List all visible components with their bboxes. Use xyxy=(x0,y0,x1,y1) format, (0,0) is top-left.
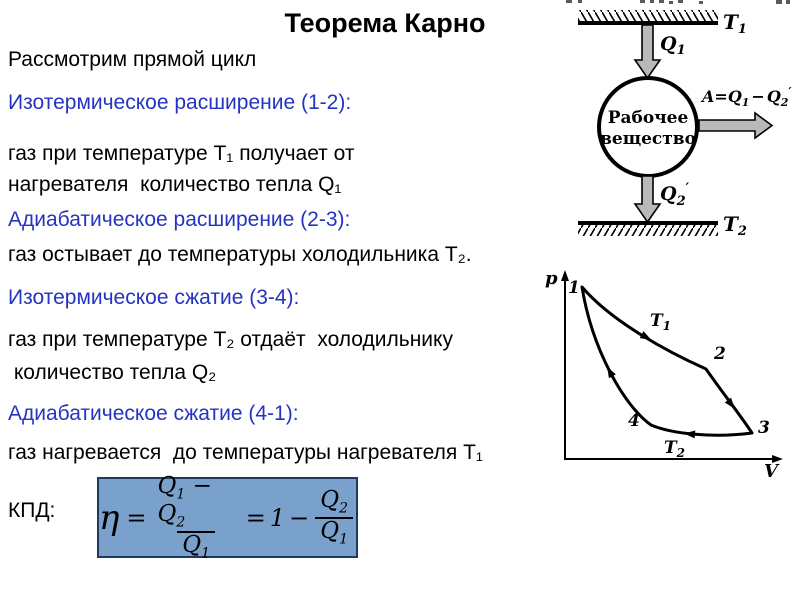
pv-diagram-svg xyxy=(535,255,800,485)
subscript: 1 xyxy=(676,43,686,58)
text-line: газ при температуре T₁ получает от xyxy=(8,142,355,165)
minus-sign: − xyxy=(751,87,765,106)
hot-reservoir-hatching xyxy=(578,10,718,21)
heat-out-label xyxy=(660,181,690,209)
fraction-2 xyxy=(315,488,353,547)
subscript: 2 xyxy=(780,96,789,109)
cold-temperature-label xyxy=(723,212,747,239)
hot-reservoir xyxy=(578,10,718,23)
q-symbol: Q xyxy=(320,517,340,544)
heat-engine-diagram xyxy=(535,0,800,245)
text-line: газ остывает до температуры холодильника T₂. xyxy=(8,243,472,266)
heat-engine-svg xyxy=(535,0,800,245)
point-2-label: 2 xyxy=(714,344,726,364)
text-line: газ нагревается до температуры нагревателя T₁ xyxy=(8,441,484,464)
subscript: 2 xyxy=(339,500,348,517)
subscript: 2 xyxy=(737,224,747,239)
pv-cycle-diagram xyxy=(535,255,800,485)
subscript: 2 xyxy=(676,446,686,460)
work-arrow xyxy=(699,113,772,138)
fraction-denominator xyxy=(177,531,215,561)
one: 1 xyxy=(269,503,286,532)
q-symbol: Q xyxy=(766,87,781,106)
equals-sign: = xyxy=(126,503,147,532)
prime-mark: ′ xyxy=(685,181,690,196)
section-heading: Изотермическое сжатие (3-4): xyxy=(8,286,300,309)
q-symbol: Q xyxy=(660,33,677,55)
fraction-1 xyxy=(152,474,239,561)
text-line: нагревателя количество тепла Q₁ xyxy=(8,173,342,196)
minus-sign: − xyxy=(192,473,212,500)
volume-axis-label: V xyxy=(764,461,778,482)
subscript: 1 xyxy=(741,96,750,109)
isotherm-t2-label xyxy=(664,438,685,460)
t-symbol: T xyxy=(664,438,677,458)
hot-temperature-label xyxy=(723,10,747,37)
arrow-3-4 xyxy=(684,429,696,438)
cold-reservoir-hatching xyxy=(578,225,718,236)
subscript: 2 xyxy=(176,514,186,531)
page-title: Теорема Карно xyxy=(284,8,486,38)
section-heading: Адиабатическое сжатие (4-1): xyxy=(8,402,299,425)
section-heading: Адиабатическое расширение (2-3): xyxy=(8,208,351,231)
cold-reservoir xyxy=(578,223,718,236)
point-3-label: 3 xyxy=(758,418,770,438)
eta-symbol: η xyxy=(99,497,120,538)
work-expression: A=Q xyxy=(702,87,742,106)
t-symbol: T xyxy=(650,311,663,331)
minus-sign: − xyxy=(289,503,310,532)
t-symbol: T xyxy=(723,10,738,34)
working-substance-label-2: вещество xyxy=(600,129,696,149)
q-symbol: Q xyxy=(157,473,177,500)
subscript: 1 xyxy=(201,545,210,562)
fraction-numerator xyxy=(152,474,239,531)
t-symbol: T xyxy=(723,212,738,236)
subscript: 1 xyxy=(737,22,747,37)
heat-out-arrow xyxy=(635,176,660,222)
clipped-text-fragment xyxy=(566,0,790,4)
heat-in-label xyxy=(660,33,686,58)
heat-in-arrow xyxy=(635,25,660,78)
section-heading: Изотермическое расширение (1-2): xyxy=(8,91,352,114)
isotherm-t1-label xyxy=(650,311,671,333)
text-line: количество тепла Q₂ xyxy=(8,361,217,384)
q-symbol: Q xyxy=(157,501,177,528)
subscript: 2 xyxy=(676,194,686,209)
subscript: 1 xyxy=(662,319,672,333)
equals-sign: = xyxy=(245,503,266,532)
work-label xyxy=(700,85,792,109)
efficiency-label: КПД: xyxy=(8,499,56,522)
subscript: 1 xyxy=(176,486,186,503)
prime-mark: ′ xyxy=(788,85,792,99)
q-symbol: Q xyxy=(660,183,677,205)
fraction-numerator xyxy=(315,488,353,516)
pressure-axis-label: p xyxy=(545,268,558,289)
efficiency-formula xyxy=(97,473,358,562)
fraction-denominator xyxy=(315,517,353,547)
q-symbol: Q xyxy=(182,531,202,558)
q-symbol: Q xyxy=(320,487,340,514)
subscript: 1 xyxy=(339,531,348,548)
arrow-4-1 xyxy=(604,365,616,378)
carnot-cycle-path xyxy=(582,287,752,435)
point-1-label: 1 xyxy=(568,278,580,298)
working-substance-label-1: Рабочее xyxy=(607,108,689,128)
point-4-label: 4 xyxy=(628,411,640,431)
text-line: газ при температуре T₂ отдаёт холодильнику xyxy=(8,328,453,351)
text-line: Рассмотрим прямой цикл xyxy=(8,48,257,71)
